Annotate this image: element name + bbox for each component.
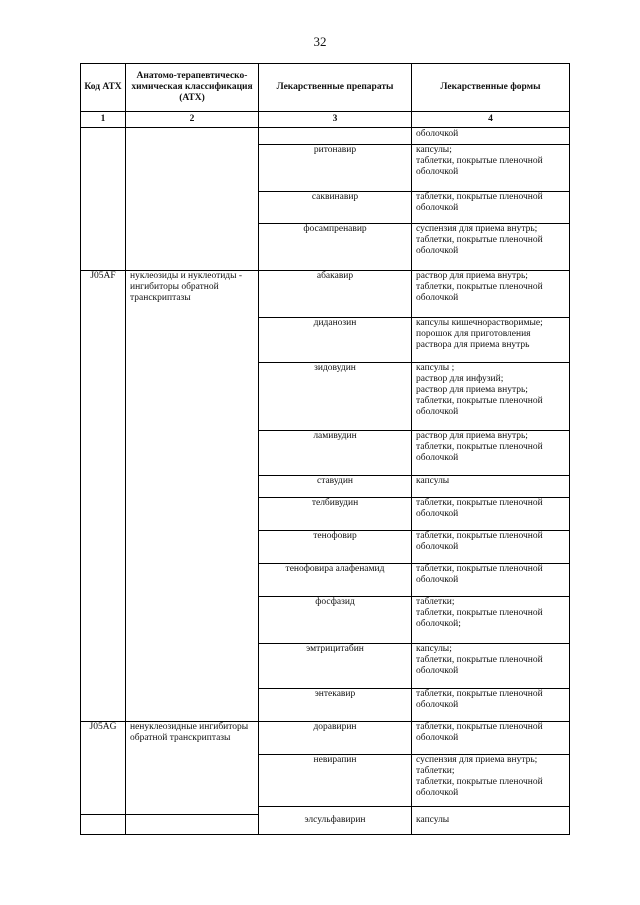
drug-name: саквинавир — [259, 192, 412, 224]
dosage-form: суспензия для приема внутрь; таблетки, покрытые пленочной оболочкой — [412, 224, 570, 271]
dosage-form: раствор для приема внутрь; таблетки, покрытые пленочной оболочкой — [412, 271, 570, 318]
atx-code: J05AG — [81, 722, 126, 807]
drug-name: элсульфавирин — [259, 815, 412, 835]
drug-name: диданозин — [259, 318, 412, 363]
drug-name: ритонавир — [259, 145, 412, 192]
column-number: 4 — [412, 112, 570, 128]
drug-name: фосампренавир — [259, 224, 412, 271]
drug-name: доравирин — [259, 722, 412, 755]
dosage-form: таблетки; таблетки, покрытые пленочной оболочкой; — [412, 597, 570, 644]
drug-name: энтекавир — [259, 689, 412, 722]
drug-name: фосфазид — [259, 597, 412, 644]
drug-name: невирапин — [259, 755, 412, 807]
dosage-form: таблетки, покрытые пленочной оболочкой — [412, 564, 570, 597]
spacer-cell — [259, 807, 412, 815]
dosage-form: таблетки, покрытые пленочной оболочкой — [412, 192, 570, 224]
atx-code — [81, 128, 126, 271]
drug-name — [259, 128, 412, 145]
drug-name: эмтрицитабин — [259, 644, 412, 689]
table-row — [81, 722, 570, 755]
table-row — [81, 128, 570, 145]
table-row — [81, 271, 570, 318]
header-drugs: Лекарственные препараты — [259, 64, 412, 112]
drug-name: ставудин — [259, 476, 412, 498]
header-classification: Анатомо-терапевтическо-химическая классификация (АТХ) — [126, 64, 259, 112]
table-row-spacer — [81, 807, 570, 815]
spacer-cell — [81, 807, 126, 815]
column-number: 3 — [259, 112, 412, 128]
dosage-form: суспензия для приема внутрь; таблетки; таблетки, покрытые пленочной оболочкой — [412, 755, 570, 807]
dosage-form: капсулы кишечнорастворимые; порошок для приготовления раствора для приема внутрь — [412, 318, 570, 363]
atx-classification — [126, 815, 259, 835]
dosage-form: капсулы — [412, 476, 570, 498]
dosage-form: капсулы — [412, 815, 570, 835]
atx-classification — [126, 128, 259, 271]
dosage-form: таблетки, покрытые пленочной оболочкой — [412, 722, 570, 755]
drug-name: зидовудин — [259, 363, 412, 431]
spacer-cell — [126, 807, 259, 815]
dosage-form: таблетки, покрытые пленочной оболочкой — [412, 531, 570, 564]
page-number: 32 — [313, 34, 327, 49]
dosage-form: таблетки, покрытые пленочной оболочкой — [412, 689, 570, 722]
header-forms: Лекарственные формы — [412, 64, 570, 112]
column-number: 1 — [81, 112, 126, 128]
dosage-form: капсулы ; раствор для инфузий; раствор для приема внутрь; таблетки, покрытые пленочной оболочкой — [412, 363, 570, 431]
atx-table — [80, 63, 570, 835]
spacer-cell — [412, 807, 570, 815]
drug-name: телбивудин — [259, 498, 412, 531]
drug-name: тенофовир — [259, 531, 412, 564]
dosage-form: капсулы; таблетки, покрытые пленочной оболочкой — [412, 145, 570, 192]
header-row — [81, 64, 570, 112]
atx-code — [81, 815, 126, 835]
atx-classification: нуклеозиды и нуклеотиды - ингибиторы обратной транскриптазы — [126, 271, 259, 722]
table-row — [81, 815, 570, 835]
column-number: 2 — [126, 112, 259, 128]
dosage-form: таблетки, покрытые пленочной оболочкой — [412, 498, 570, 531]
dosage-form: раствор для приема внутрь; таблетки, покрытые пленочной оболочкой — [412, 431, 570, 476]
atx-code: J05AF — [81, 271, 126, 722]
dosage-form: оболочкой — [412, 128, 570, 145]
drug-name: ламивудин — [259, 431, 412, 476]
drug-name: абакавир — [259, 271, 412, 318]
header-code: Код АТХ — [81, 64, 126, 112]
dosage-form: капсулы; таблетки, покрытые пленочной оболочкой — [412, 644, 570, 689]
drug-name: тенофовира алафенамид — [259, 564, 412, 597]
atx-classification: ненуклеозидные ингибиторы обратной транскриптазы — [126, 722, 259, 807]
column-number-row — [81, 112, 570, 128]
